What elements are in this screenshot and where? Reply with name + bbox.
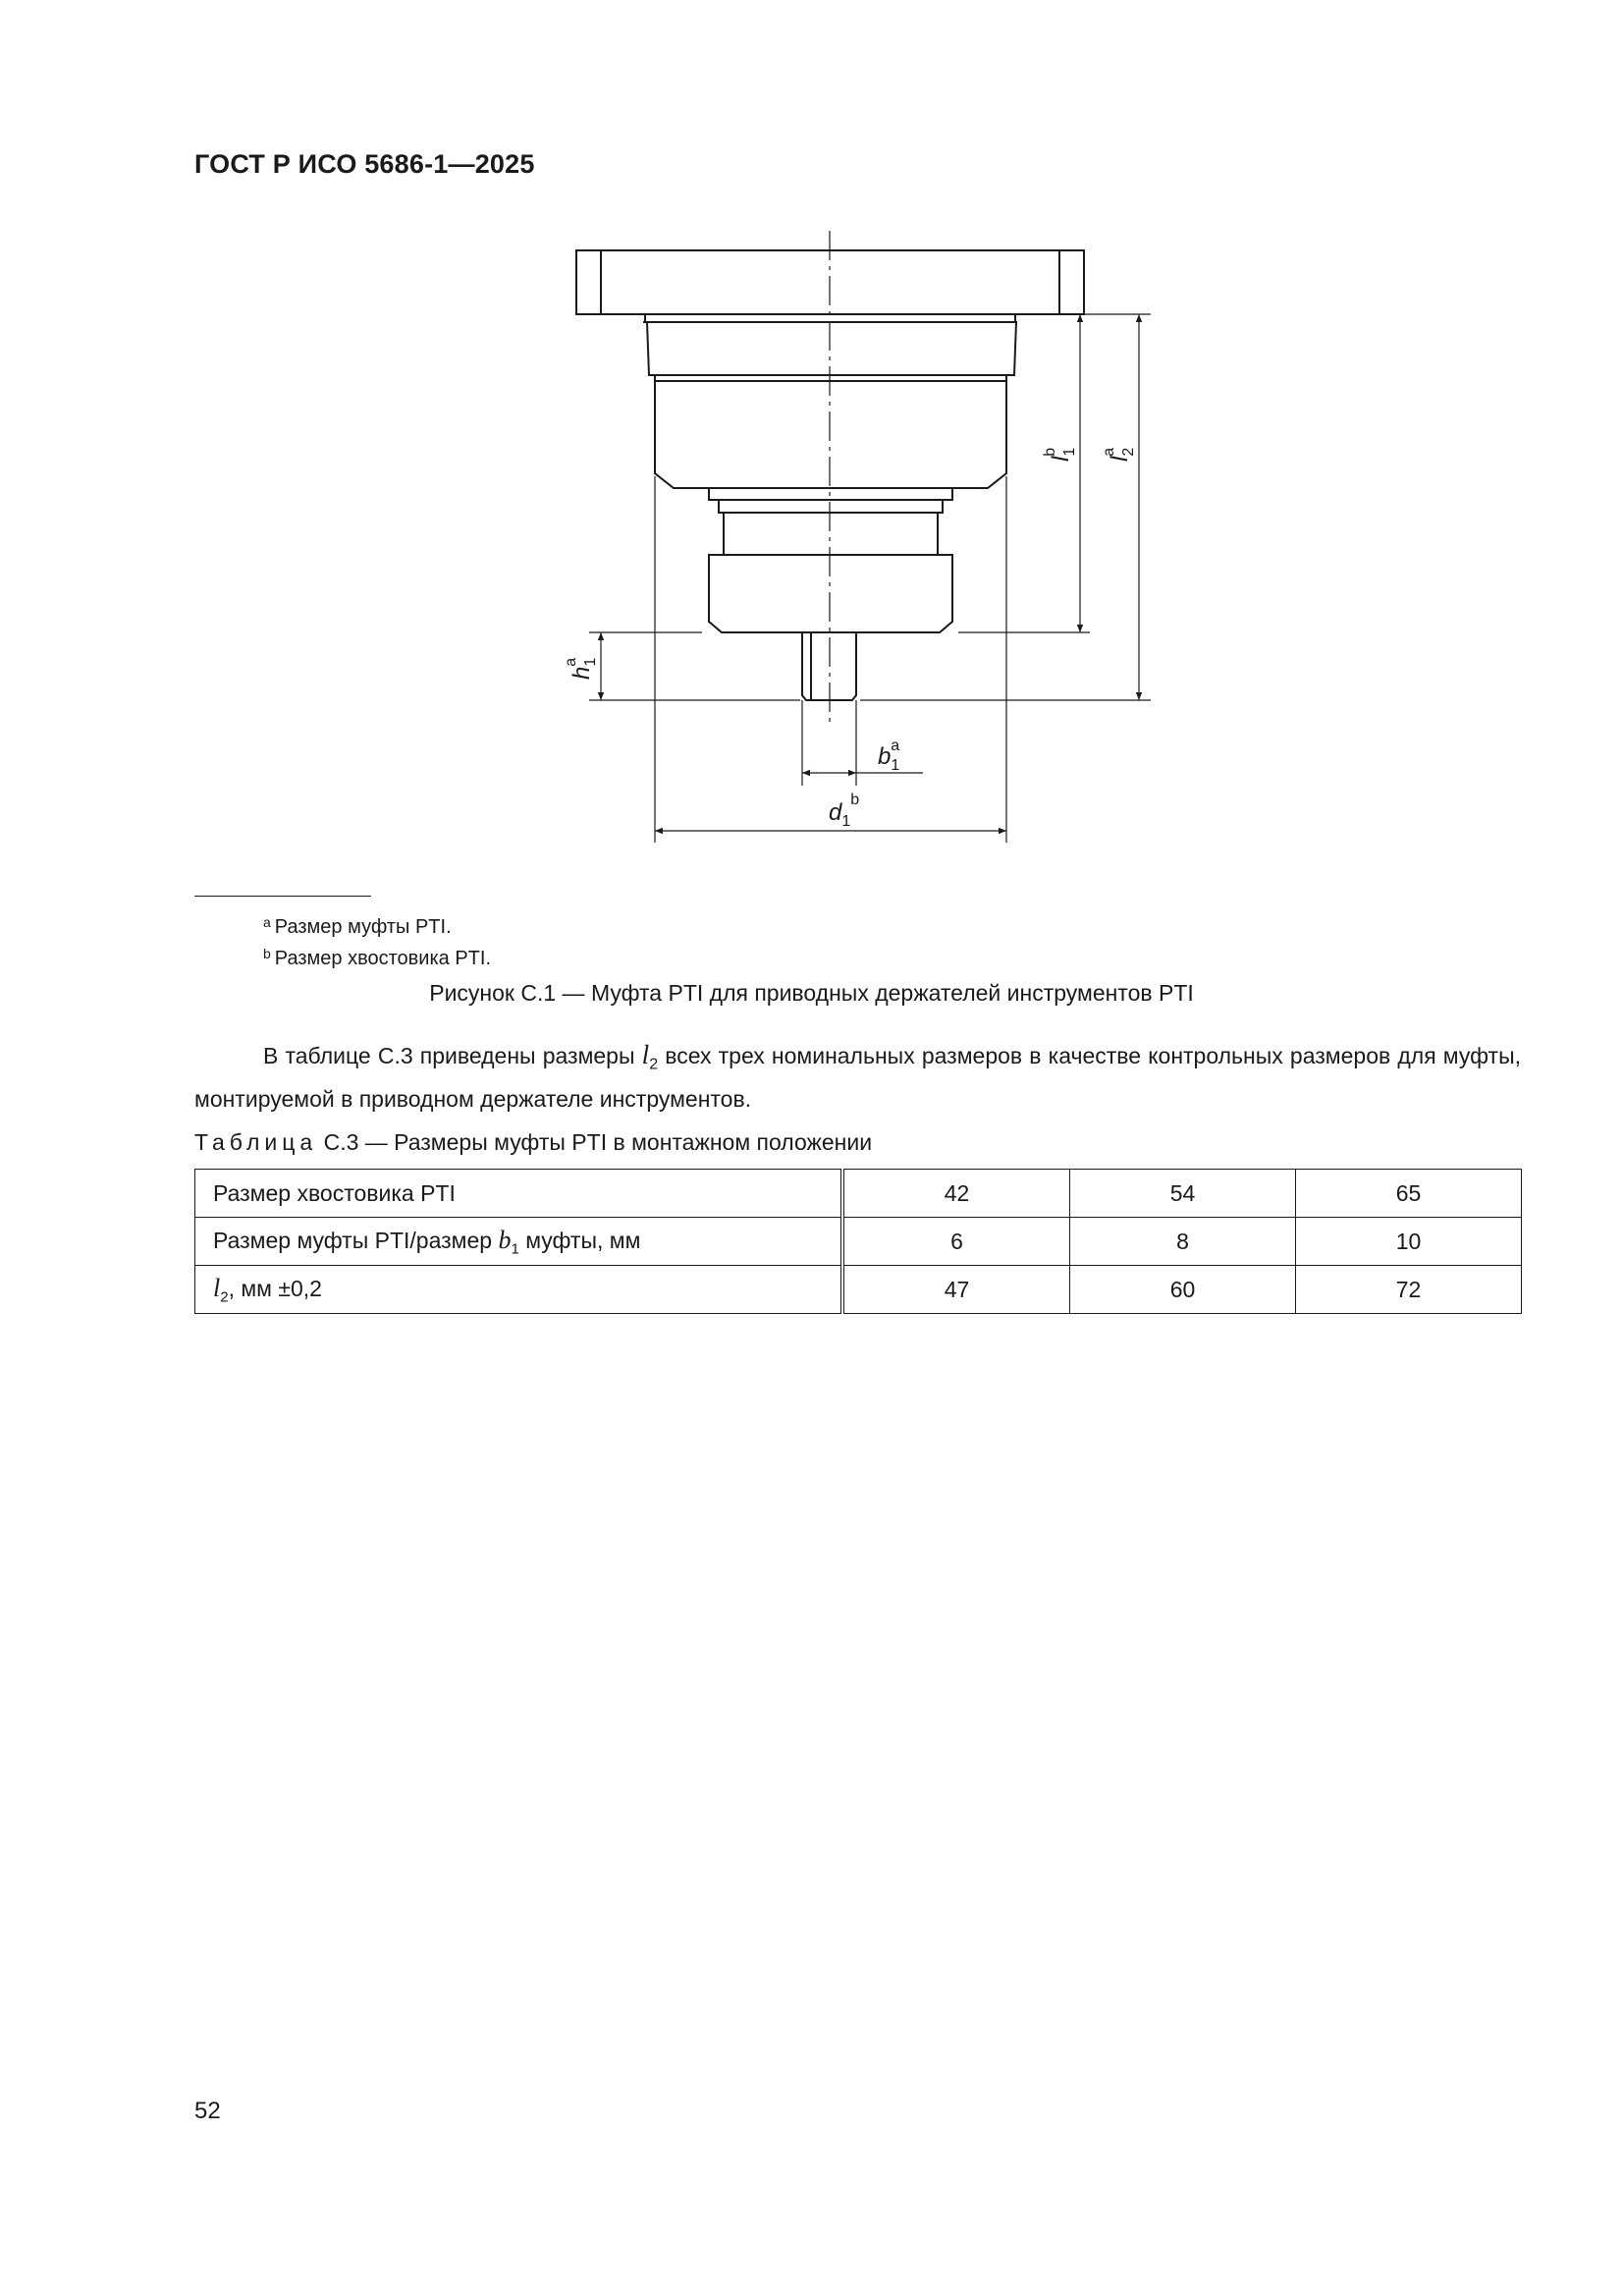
table-cell: 42 (842, 1170, 1070, 1218)
page-number: 52 (194, 2098, 221, 2124)
row-label: $l_2$, мм ±0,2 (195, 1266, 843, 1314)
table-cell: 60 (1070, 1266, 1296, 1314)
figure-footnotes (263, 909, 491, 972)
table-cell: 65 (1296, 1170, 1522, 1218)
body-paragraph: В таблице С.3 приведены размеры $l_2$ всех трех номинальных размеров в качестве контрольных размеров для муфты, монтируемой в приводном держателе инструментов. (194, 1040, 1521, 1112)
footnote-separator (194, 896, 371, 897)
table-cell: 54 (1070, 1170, 1296, 1218)
footnote-b: $^b$ Размер хвостовика PTI. (263, 946, 492, 969)
label-d1: $d_1^b$ (829, 792, 860, 830)
document-header: ГОСТ Р ИСО 5686-1—2025 (194, 149, 535, 179)
table-cell: 72 (1296, 1266, 1522, 1314)
table-row (195, 1170, 1522, 1218)
table-title: Таблица С.3 — Размеры муфты PTI в монтажном положении (194, 1129, 873, 1155)
svg-text:l2a: $l_2a$ (1101, 447, 1137, 462)
figure-c1 (0, 0, 1623, 884)
table-row (195, 1218, 1522, 1266)
lower-cylinder (709, 555, 952, 632)
coupling-drawing (0, 0, 1623, 884)
table-row (195, 1266, 1522, 1314)
label-h1 (563, 658, 599, 680)
row-label: Размер муфты PTI/размер $b_1$ муфты, мм (195, 1218, 843, 1266)
body-outline (655, 375, 1006, 488)
row-label: Размер хвостовика PTI (195, 1170, 843, 1218)
footnote-a: $^a$ Размер муфты PTI. (263, 914, 452, 938)
table-cell: 10 (1296, 1218, 1522, 1266)
dimensions-table (194, 1169, 1522, 1314)
label-l1 (1042, 448, 1078, 462)
table-cell: 47 (842, 1266, 1070, 1314)
svg-text:h1a: $h_1a$ (563, 657, 599, 680)
svg-text:l1b: $l_1b$ (1042, 447, 1078, 462)
label-b1: $b_1a$ (878, 738, 900, 774)
figure-caption: Рисунок С.1 — Муфта PTI для приводных держателей инструментов PTI (429, 980, 1194, 1006)
table-cell: 8 (1070, 1218, 1296, 1266)
label-l2 (1101, 448, 1137, 462)
table-cell: 6 (842, 1218, 1070, 1266)
collar-outline (647, 322, 1016, 375)
